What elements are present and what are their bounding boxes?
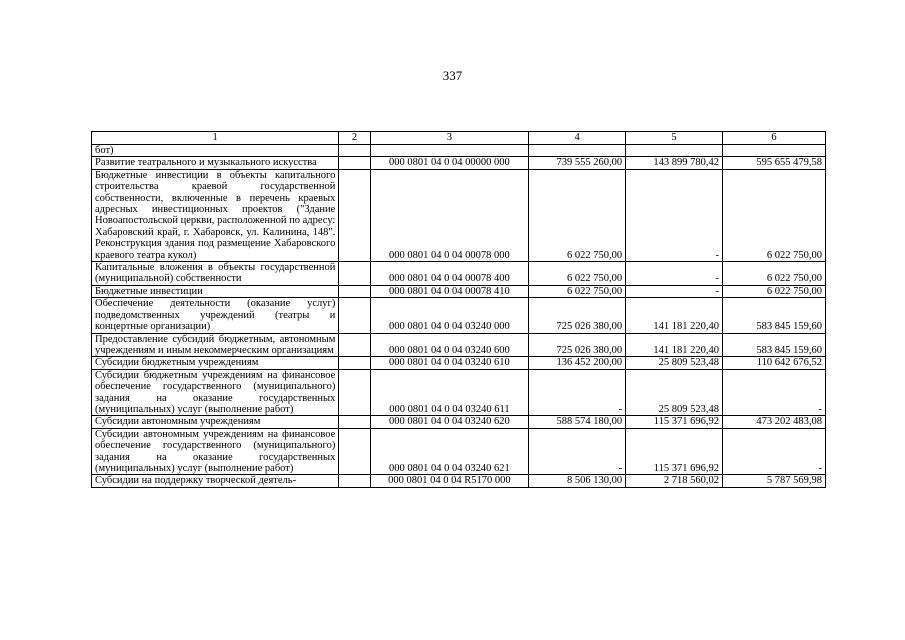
row-code: 000 0801 04 0 04 03240 621 xyxy=(370,428,529,475)
row-value-4 xyxy=(529,145,626,157)
row-col2 xyxy=(339,475,370,487)
page-number: 337 xyxy=(442,68,463,83)
row-value-6: - xyxy=(722,369,825,416)
row-value-5: - xyxy=(626,285,723,297)
row-name: Субсидии бюджетным учреждениям xyxy=(92,357,339,369)
header-col-2: 2 xyxy=(339,132,370,145)
row-value-6: 583 845 159,60 xyxy=(722,333,825,357)
row-code: 000 0801 04 0 04 R5170 000 xyxy=(370,475,529,487)
row-code: 000 0801 04 0 04 03240 600 xyxy=(370,333,529,357)
row-code: 000 0801 04 0 04 00078 410 xyxy=(370,285,529,297)
row-name: Развитие театрального и музыкального искусства xyxy=(92,157,339,169)
row-value-5: 25 809 523,48 xyxy=(626,357,723,369)
table-row xyxy=(92,169,826,261)
row-value-5: 25 809 523,48 xyxy=(626,369,723,416)
row-code: 000 0801 04 0 04 00078 400 xyxy=(370,262,529,286)
row-value-4: 725 026 380,00 xyxy=(529,333,626,357)
row-value-4: 6 022 750,00 xyxy=(529,262,626,286)
row-col2 xyxy=(339,428,370,475)
row-value-6 xyxy=(722,145,825,157)
header-col-3: 3 xyxy=(370,132,529,145)
row-name: Субсидии на поддержку творческой деятель- xyxy=(92,475,339,487)
row-value-5: - xyxy=(626,169,723,261)
row-value-6: 110 642 676,52 xyxy=(722,357,825,369)
row-value-4: - xyxy=(529,369,626,416)
row-value-4: 588 574 180,00 xyxy=(529,416,626,428)
row-value-5: 115 371 696,92 xyxy=(626,428,723,475)
row-name: Бюджетные инвестиции в объекты капитального строительства краевой государственной собственности, включенные в перечень краевых адресных инвестиционных проектов ("Здание Новоапостольской церкви, расположенной по адресу: Хабаровский край, г. Хабаровск, ул. Калинина, 148". Реконструкция здания под размещение Хабаровского краевого театра кукол) xyxy=(92,169,339,261)
header-col-1: 1 xyxy=(92,132,339,145)
header-col-4: 4 xyxy=(529,132,626,145)
row-value-6: 583 845 159,60 xyxy=(722,298,825,333)
row-name: Обеспечение деятельности (оказание услуг) подведомственных учреждений (театры и концертные организации) xyxy=(92,298,339,333)
header-col-6: 6 xyxy=(722,132,825,145)
row-name: Субсидии бюджетным учреждениям на финансовое обеспечение государственного (муниципального) задания на оказание государственных (муниципальных) услуг (выполнение работ) xyxy=(92,369,339,416)
budget-table xyxy=(91,131,826,488)
table-row xyxy=(92,357,826,369)
row-col2 xyxy=(339,157,370,169)
row-value-4: 6 022 750,00 xyxy=(529,169,626,261)
row-code: 000 0801 04 0 04 00078 000 xyxy=(370,169,529,261)
table-row xyxy=(92,475,826,487)
row-name: Субсидии автономным учреждениям на финансовое обеспечение государственного (муниципального) задания на оказание государственных (муниципальных) услуг (выполнение работ) xyxy=(92,428,339,475)
header-col-5: 5 xyxy=(626,132,723,145)
row-col2 xyxy=(339,416,370,428)
row-col2 xyxy=(339,145,370,157)
row-value-4: - xyxy=(529,428,626,475)
row-value-5: 2 718 560,02 xyxy=(626,475,723,487)
row-name: Предоставление субсидий бюджетным, автономным учреждениям и иным некоммерческим организациям xyxy=(92,333,339,357)
row-code xyxy=(370,145,529,157)
row-col2 xyxy=(339,169,370,261)
row-name: Субсидии автономным учреждениям xyxy=(92,416,339,428)
row-value-6: 6 022 750,00 xyxy=(722,169,825,261)
row-col2 xyxy=(339,262,370,286)
table-row xyxy=(92,285,826,297)
row-value-6: 473 202 483,08 xyxy=(722,416,825,428)
row-col2 xyxy=(339,357,370,369)
table-row xyxy=(92,428,826,475)
row-value-4: 6 022 750,00 xyxy=(529,285,626,297)
row-name: Бюджетные инвестиции xyxy=(92,285,339,297)
row-value-6: 6 022 750,00 xyxy=(722,285,825,297)
row-value-5 xyxy=(626,145,723,157)
table-row xyxy=(92,298,826,333)
row-col2 xyxy=(339,333,370,357)
row-value-5: 141 181 220,40 xyxy=(626,333,723,357)
row-value-5: 115 371 696,92 xyxy=(626,416,723,428)
row-value-5: 143 899 780,42 xyxy=(626,157,723,169)
table-row xyxy=(92,416,826,428)
row-name: бот) xyxy=(92,145,339,157)
row-value-6: 5 787 569,98 xyxy=(722,475,825,487)
row-code: 000 0801 04 0 04 03240 000 xyxy=(370,298,529,333)
row-value-6: - xyxy=(722,428,825,475)
table-row xyxy=(92,157,826,169)
row-code: 000 0801 04 0 04 03240 620 xyxy=(370,416,529,428)
row-value-6: 595 655 479,58 xyxy=(722,157,825,169)
row-value-4: 8 506 130,00 xyxy=(529,475,626,487)
row-value-5: - xyxy=(626,262,723,286)
row-code: 000 0801 04 0 04 00000 000 xyxy=(370,157,529,169)
row-col2 xyxy=(339,369,370,416)
table-row xyxy=(92,333,826,357)
row-value-4: 739 555 260,00 xyxy=(529,157,626,169)
row-code: 000 0801 04 0 04 03240 611 xyxy=(370,369,529,416)
row-code: 000 0801 04 0 04 03240 610 xyxy=(370,357,529,369)
table-row xyxy=(92,369,826,416)
header-row xyxy=(92,132,826,145)
row-col2 xyxy=(339,285,370,297)
row-col2 xyxy=(339,298,370,333)
row-value-4: 136 452 200,00 xyxy=(529,357,626,369)
row-value-4: 725 026 380,00 xyxy=(529,298,626,333)
row-value-5: 141 181 220,40 xyxy=(626,298,723,333)
row-name: Капитальные вложения в объекты государственной (муниципальной) собственности xyxy=(92,262,339,286)
table-row xyxy=(92,262,826,286)
row-value-6: 6 022 750,00 xyxy=(722,262,825,286)
table-row xyxy=(92,145,826,157)
